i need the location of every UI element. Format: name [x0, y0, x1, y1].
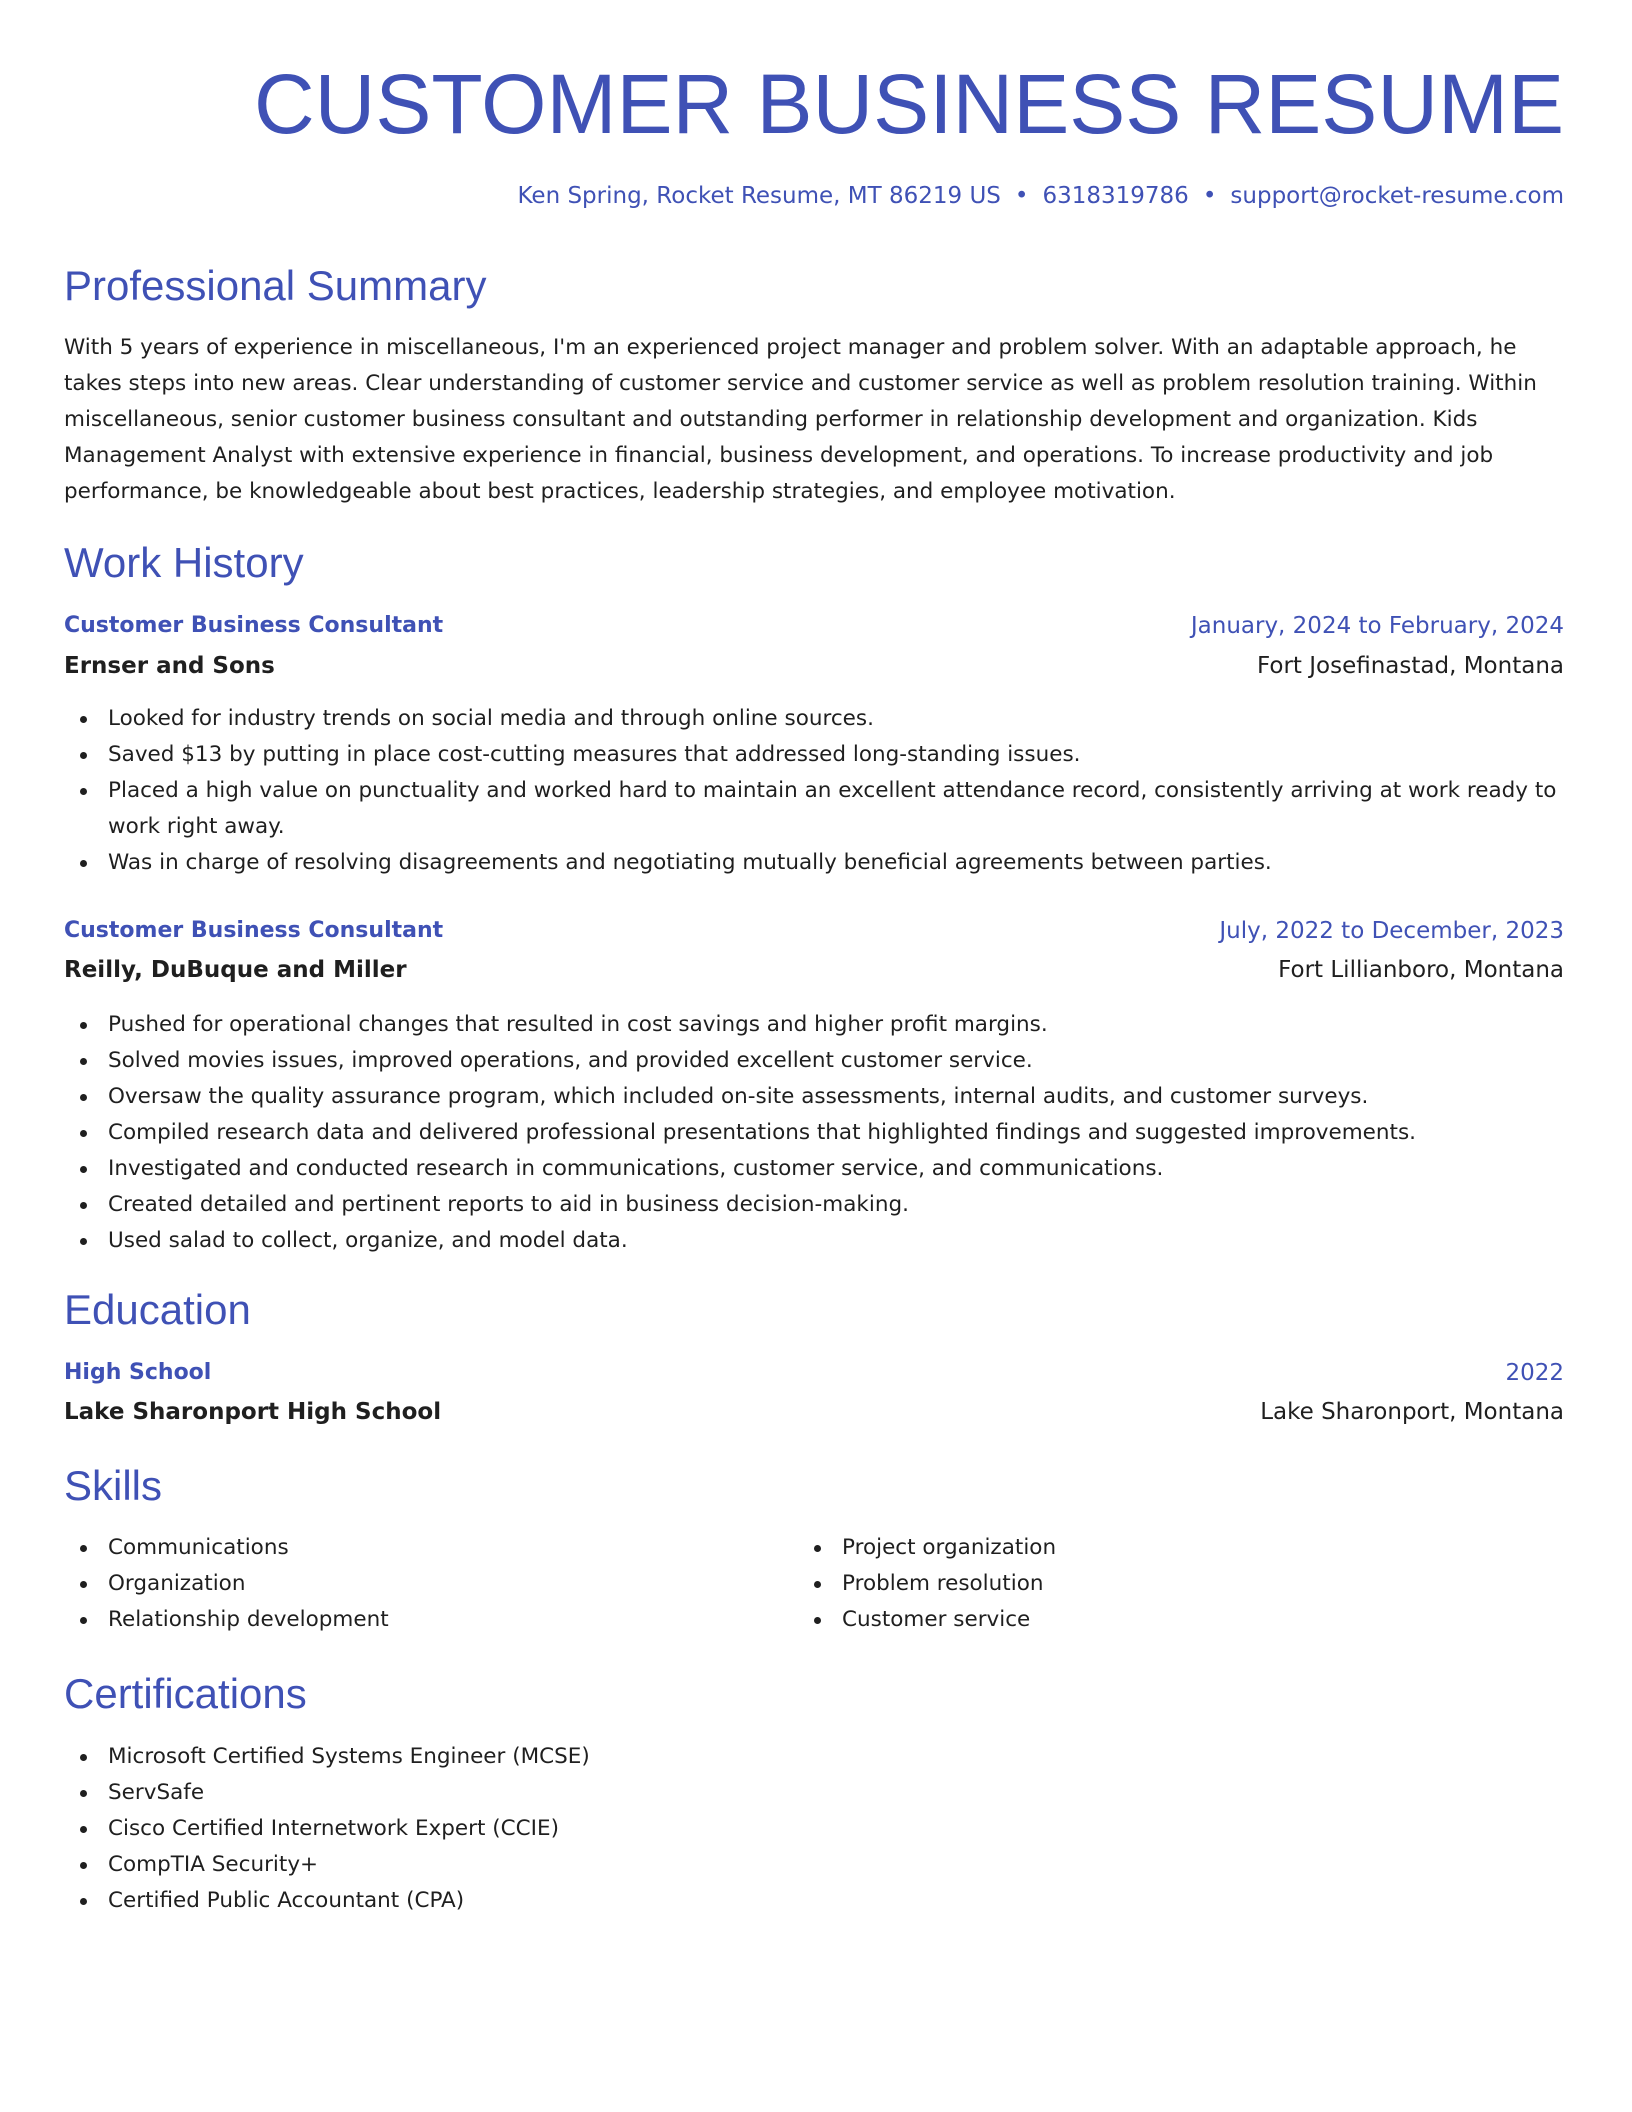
education-header: [64, 1355, 1564, 1391]
certifications-list: [64, 1739, 1608, 1919]
education-school: Lake Sharonport High School: [64, 1399, 442, 1425]
certification-item: CompTIA Security+: [108, 1847, 1608, 1883]
skill-item: Relationship development: [108, 1602, 808, 1638]
job-header: [64, 608, 1564, 644]
resume-title: CUSTOMER BUSINESS RESUME: [254, 57, 1564, 151]
certification-item: ServSafe: [108, 1775, 1608, 1811]
summary-heading: Professional Summary: [64, 262, 487, 309]
contact-phone: 6318319786: [1042, 183, 1189, 209]
contact-separator: •: [1202, 183, 1217, 209]
certification-item: Certified Public Accountant (CPA): [108, 1883, 1608, 1919]
certification-item: Microsoft Certified Systems Engineer (MCSE): [108, 1739, 1608, 1775]
job-dates: January, 2024 to February, 2024: [1190, 613, 1564, 639]
list-item: Placed a high value on punctuality and worked hard to maintain an excellent attendance record, consistently arriving at work ready to work right away.: [108, 773, 1608, 845]
job-company-row: [64, 952, 1564, 988]
list-item: Used salad to collect, organize, and model data.: [108, 1223, 1608, 1259]
education-location: Lake Sharonport, Montana: [1260, 1399, 1564, 1425]
skill-item: Customer service: [842, 1602, 1542, 1638]
list-item: Was in charge of resolving disagreements and negotiating mutually beneficial agreements between parties.: [108, 845, 1608, 881]
education-year: 2022: [1505, 1360, 1564, 1386]
education-heading: Education: [64, 1286, 251, 1333]
job-header: [64, 913, 1564, 949]
list-item: Pushed for operational changes that resulted in cost savings and higher profit margins.: [108, 1007, 1608, 1043]
skills-right-column: [798, 1530, 1542, 1638]
job-company-row: [64, 648, 1564, 684]
list-item: Saved $13 by putting in place cost-cutting measures that addressed long-standing issues.: [108, 737, 1608, 773]
job-title: Customer Business Consultant: [64, 918, 444, 943]
skill-item: Project organization: [842, 1530, 1542, 1566]
list-item: Oversaw the quality assurance program, which included on-site assessments, internal audits, and customer surveys.: [108, 1079, 1608, 1115]
contact-line: [517, 180, 1564, 212]
job-title: Customer Business Consultant: [64, 613, 444, 638]
skills-left-column: [64, 1530, 808, 1638]
summary-text: With 5 years of experience in miscellaneous, I'm an experienced project manager and problem solver. With an adaptable approach, he takes steps into new areas. Clear understanding of customer service and customer service as well as problem resolution training. Within miscellaneous, senior customer business consultant and outstanding performer in relationship development and organization. Kids Management Analyst with extensive experience in financial, business development, and operations. To increase productivity and job performance, be knowledgeable about best practices, leadership strategies, and employee motivation.: [64, 335, 1537, 504]
contact-email[interactable]: support@rocket-resume.com: [1230, 183, 1564, 209]
job-location: Fort Lillianboro, Montana: [1278, 957, 1564, 983]
job-company: Reilly, DuBuque and Miller: [64, 957, 407, 983]
skill-item: Communications: [108, 1530, 808, 1566]
education-school-row: [64, 1394, 1564, 1430]
job-location: Fort Josefinastad, Montana: [1256, 653, 1564, 679]
job-company: Ernser and Sons: [64, 653, 275, 679]
skills-heading: Skills: [64, 1462, 163, 1509]
list-item: Compiled research data and delivered professional presentations that highlighted findings and suggested improvements.: [108, 1115, 1608, 1151]
education-degree: High School: [64, 1360, 212, 1385]
certifications-heading: Certifications: [64, 1670, 307, 1717]
job-bullets: [64, 701, 1608, 881]
skill-item: Problem resolution: [842, 1566, 1542, 1602]
work-history-heading: Work History: [64, 539, 304, 586]
contact-address: Ken Spring, Rocket Resume, MT 86219 US: [517, 183, 1001, 209]
list-item: Solved movies issues, improved operations, and provided excellent customer service.: [108, 1043, 1608, 1079]
skill-item: Organization: [108, 1566, 808, 1602]
contact-separator: •: [1014, 183, 1029, 209]
job-bullets: [64, 1007, 1608, 1259]
certification-item: Cisco Certified Internetwork Expert (CCIE): [108, 1811, 1608, 1847]
list-item: Investigated and conducted research in communications, customer service, and communications.: [108, 1151, 1608, 1187]
list-item: Looked for industry trends on social media and through online sources.: [108, 701, 1608, 737]
list-item: Created detailed and pertinent reports to aid in business decision-making.: [108, 1187, 1608, 1223]
job-dates: July, 2022 to December, 2023: [1219, 918, 1564, 944]
